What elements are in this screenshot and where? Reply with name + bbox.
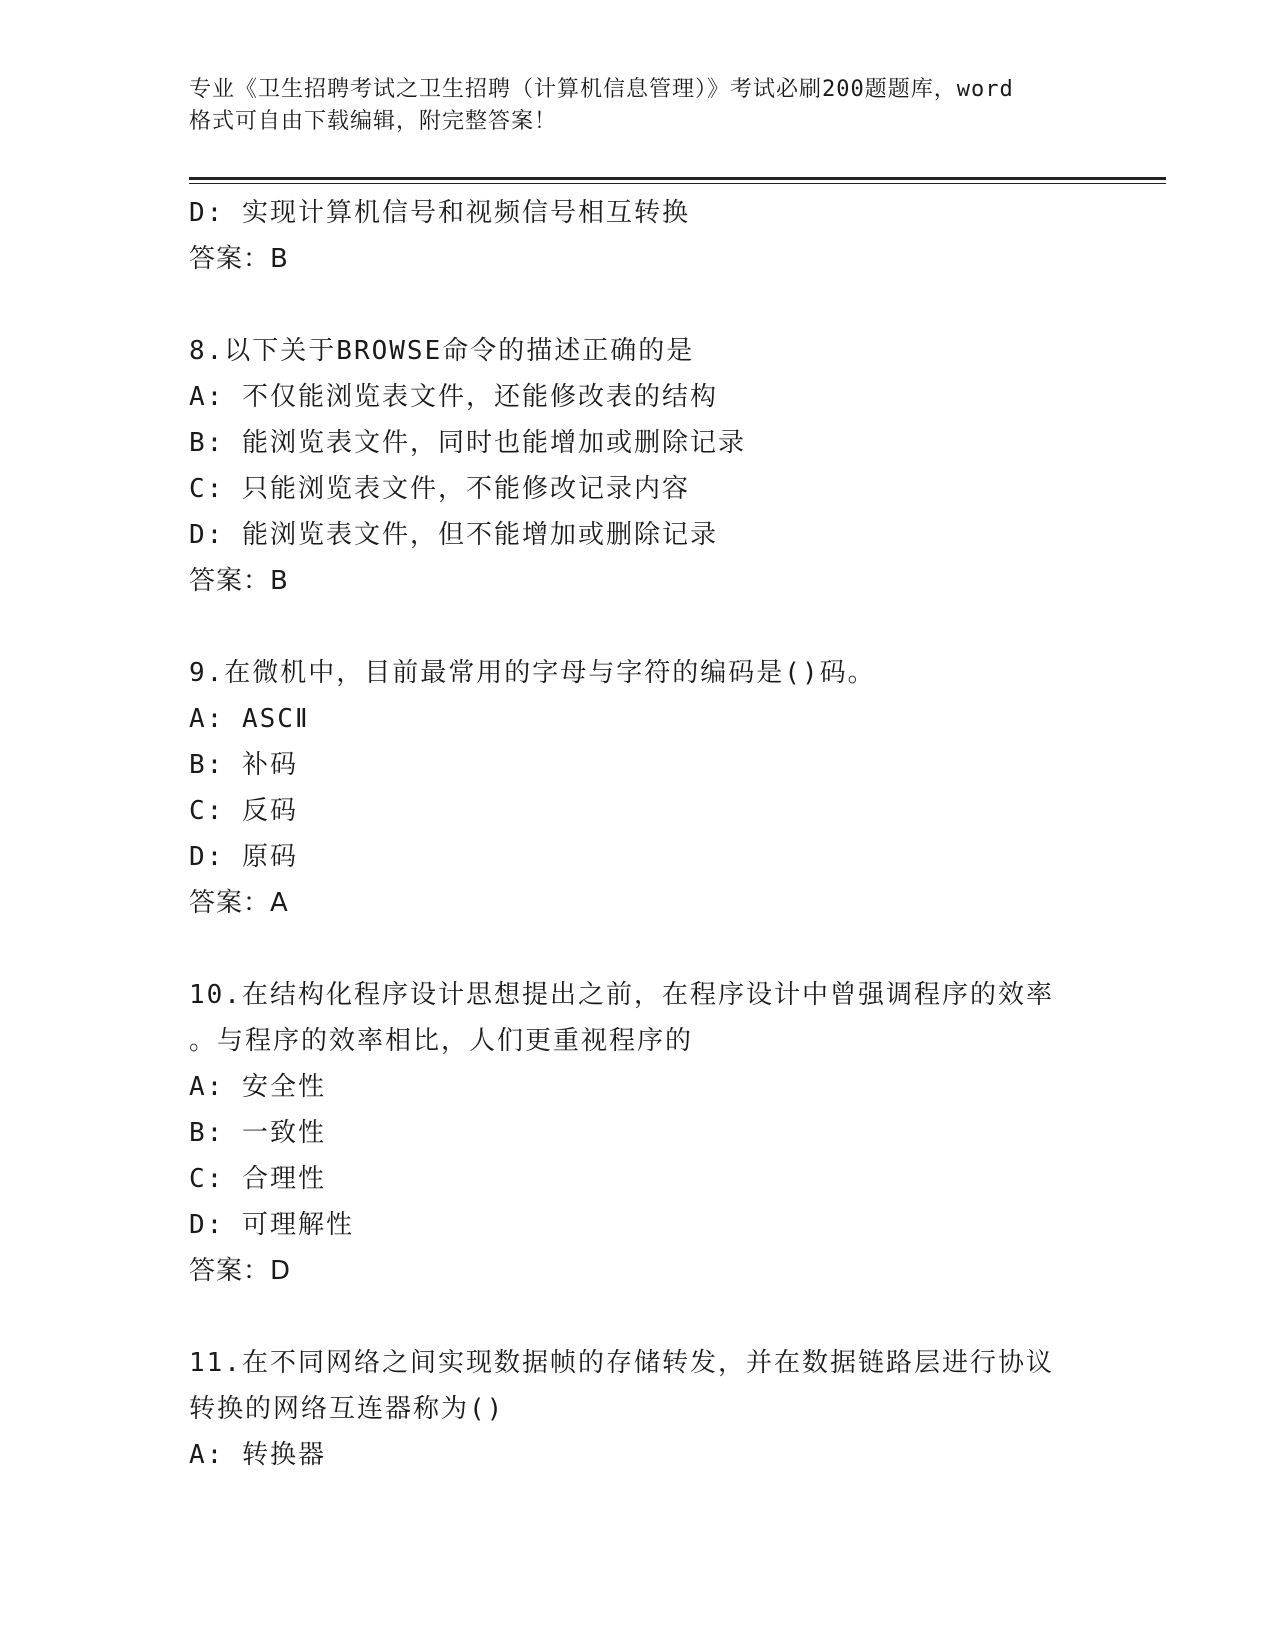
option-c: C: 只能浏览表文件，不能修改记录内容 bbox=[189, 474, 690, 504]
header-divider-thick bbox=[189, 177, 1166, 180]
question-text-line-1: 11.在不同网络之间实现数据帧的存储转发，并在数据链路层进行协议 bbox=[189, 1348, 1054, 1378]
option-c: C: 反码 bbox=[189, 796, 298, 826]
header-divider-thin bbox=[189, 183, 1166, 184]
option-a: A: 安全性 bbox=[189, 1072, 326, 1102]
answer-label: 答案：D bbox=[189, 1256, 292, 1286]
option-a: A: ASCⅡ bbox=[189, 704, 310, 734]
question-block-11 bbox=[189, 1340, 1109, 1478]
spacer bbox=[189, 604, 1109, 650]
question-text-line-2: 。与程序的效率相比，人们更重视程序的 bbox=[189, 1026, 694, 1056]
question-block-8 bbox=[189, 328, 1109, 604]
option-d: D: 实现计算机信号和视频信号相互转换 bbox=[189, 198, 690, 228]
option-c: C: 合理性 bbox=[189, 1164, 326, 1194]
header-line-1: 专业《卫生招聘考试之卫生招聘（计算机信息管理）》考试必刷200题题库，word bbox=[189, 77, 1014, 102]
question-block-7 bbox=[189, 190, 1109, 282]
question-text: 9.在微机中，目前最常用的字母与字符的编码是()码。 bbox=[189, 658, 876, 688]
question-text-line-2: 转换的网络互连器称为() bbox=[189, 1394, 505, 1424]
option-b: B: 能浏览表文件，同时也能增加或删除记录 bbox=[189, 428, 746, 458]
header-line-2: 格式可自由下载编辑，附完整答案！ bbox=[189, 109, 558, 134]
spacer bbox=[189, 926, 1109, 972]
option-d: D: 能浏览表文件，但不能增加或删除记录 bbox=[189, 520, 718, 550]
option-d: D: 原码 bbox=[189, 842, 298, 872]
option-d: D: 可理解性 bbox=[189, 1210, 354, 1240]
option-a: A: 转换器 bbox=[189, 1440, 326, 1470]
answer-label: 答案：B bbox=[189, 244, 289, 274]
spacer bbox=[189, 1294, 1109, 1340]
answer-label: 答案：A bbox=[189, 888, 289, 918]
document-header bbox=[189, 74, 1089, 138]
option-b: B: 一致性 bbox=[189, 1118, 326, 1148]
question-text-line-1: 10.在结构化程序设计思想提出之前，在程序设计中曾强调程序的效率 bbox=[189, 980, 1054, 1010]
question-text: 8.以下关于BROWSE命令的描述正确的是 bbox=[189, 336, 695, 366]
question-block-10 bbox=[189, 972, 1109, 1294]
question-list bbox=[189, 190, 1109, 1478]
answer-label: 答案：B bbox=[189, 566, 289, 596]
option-a: A: 不仅能浏览表文件，还能修改表的结构 bbox=[189, 382, 718, 412]
spacer bbox=[189, 282, 1109, 328]
question-block-9 bbox=[189, 650, 1109, 926]
option-b: B: 补码 bbox=[189, 750, 298, 780]
